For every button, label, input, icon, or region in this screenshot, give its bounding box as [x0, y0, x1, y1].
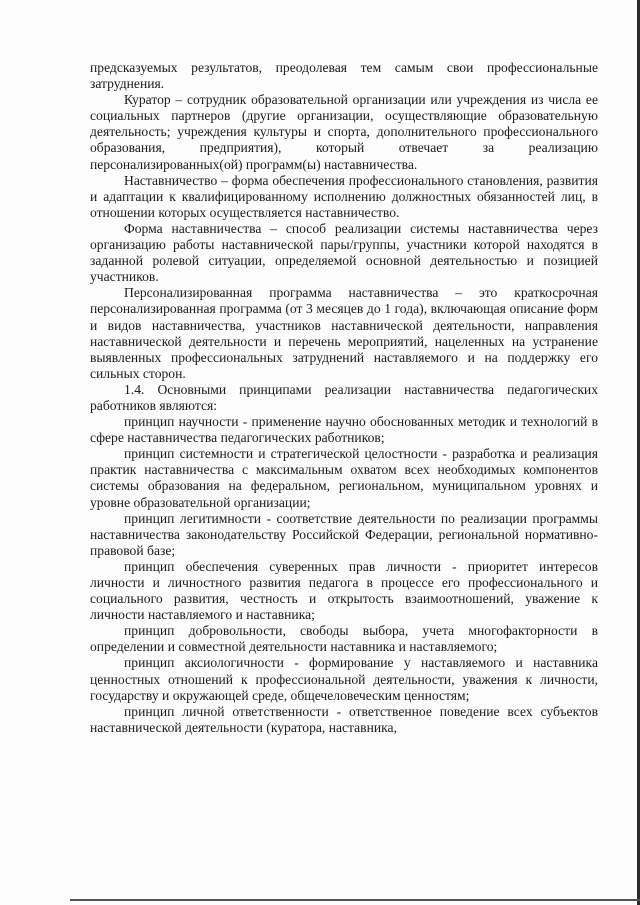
paragraph-principle-systemic: принцип системности и стратегической целостности - разработка и реализация практик наставничества с максимальным охватом всех необходимых компонентов системы образования на федеральном, региональном, муниципальном уровнях и уровне образовательной организации; — [90, 446, 598, 510]
paragraph-principle-science: принцип научности - применение научно обоснованных методик и технологий в сфере наставничества педагогических работников; — [90, 414, 598, 446]
paragraph-personalized-program: Персонализированная программа наставничества – это краткосрочная персонализированная программа (от 3 месяцев до 1 года), включающая описание форм и видов наставничества, участников наставнической деятельности, направления наставнической деятельности и перечень мероприятий, нацеленных на устранение выявленных профессиональных затруднений наставляемого и на поддержку его сильных сторон. — [90, 285, 598, 381]
document-body — [90, 60, 598, 736]
paragraph-mentoring-definition: Наставничество – форма обеспечения профессионального становления, развития и адаптации к квалифицированному исполнению должностных обязанностей лиц, в отношении которых осуществляется наставничество. — [90, 172, 598, 220]
paragraph-principle-axiology: принцип аксиологичности - формирование у наставляемого и наставника ценностных отношений к профессиональной деятельности, уважения к личности, государству и окружающей среде, общечеловеческим ценностям; — [90, 655, 598, 703]
paragraph-curator-definition: Куратор – сотрудник образовательной организации или учреждения из числа ее социальных партнеров (другие организации, осуществляющие образовательную деятельность; учреждения культуры и спорта, дополнительного профессионального образования, предприятия), который отвечает за реализацию персонализированных(ой) программ(ы) наставничества. — [90, 92, 598, 172]
paragraph-principle-voluntariness: принцип добровольности, свободы выбора, учета многофакторности в определении и совместной деятельности наставника и наставляемого; — [90, 623, 598, 655]
paragraph-continuation: предсказуемых результатов, преодолевая тем самым свои профессиональные затруднения. — [90, 60, 598, 92]
paragraph-principle-responsibility: принцип личной ответственности - ответственное поведение всех субъектов наставнической деятельности (куратора, наставника, — [90, 703, 598, 735]
scan-edge-bottom — [70, 899, 640, 901]
paragraph-principle-legitimacy: принцип легитимности - соответствие деятельности по реализации программы наставничества законодательству Российской Федерации, региональной нормативно-правовой базе; — [90, 510, 598, 558]
paragraph-principle-sovereign-rights: принцип обеспечения суверенных прав личности - приоритет интересов личности и личностного развития педагога в процессе его профессионального и социального развития, честность и открытость взаимоотношений, уважение к личности наставляемого и наставника; — [90, 558, 598, 623]
paragraph-mentoring-form: Форма наставничества – способ реализации системы наставничества через организацию работы наставнической пары/группы, участники которой находятся в заданной ролевой ситуации, определяемой основной деятельностью и позицией участников. — [90, 220, 598, 285]
paragraph-principles-heading: 1.4. Основными принципами реализации наставничества педагогических работников являются: — [90, 381, 598, 413]
